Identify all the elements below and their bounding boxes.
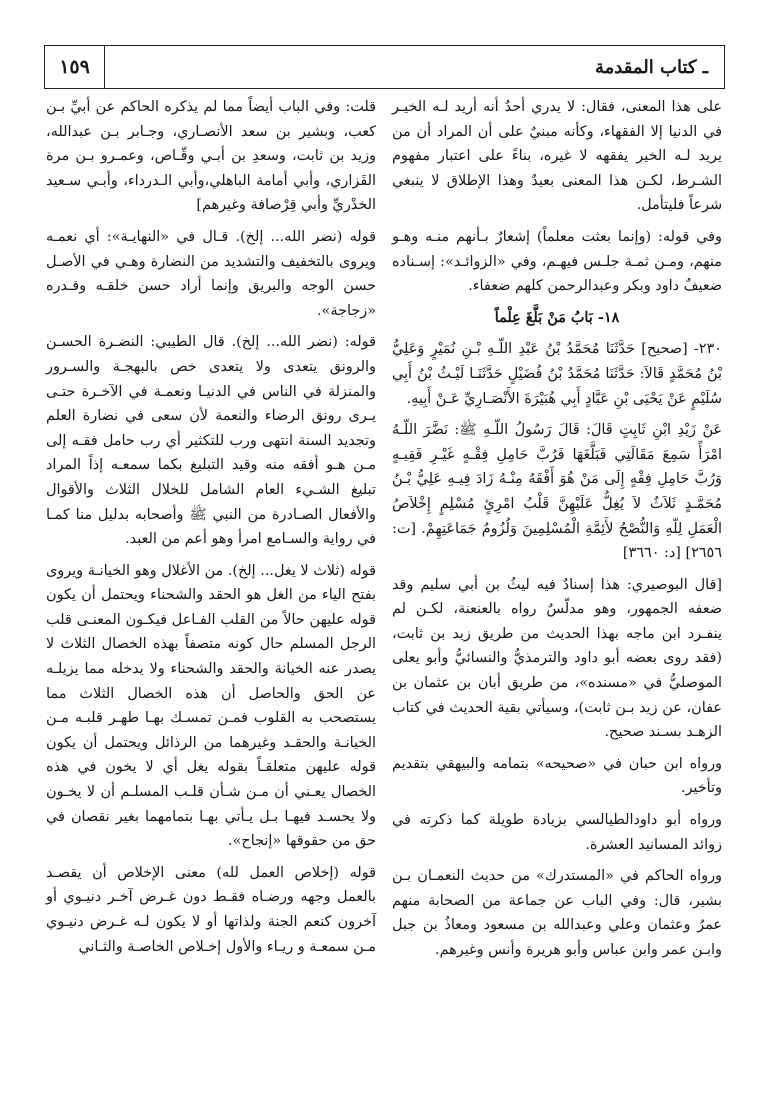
book-title: ـ كتاب المقدمة [595,56,708,78]
takhrij-paragraph: ورواه أبو داودالطيالسي بزيادة طويلة كما ذكرته في زوائد المسانيد العشرة. [392,812,722,853]
commentary-paragraph: قوله (نضر الله... إلخ). قـال في «النهايـة»: أي نعمـه ويروى بالتخفيف والتشديد من النضارة وهـي في الأصـل حسن الوجه والبريق وإنما أراد حسن خلقـه وقـدره «زجاجة». [46,228,376,319]
commentary-paragraph: قلت: وفي الباب أيضاً مما لم يذكره الحاكم عن أبيِّ بـن كعب، وبشير بن سعد الأنصـاري، وجـابر بـن عبدالله، وزيد بن ثابت، وسعدِ بن أبـي وقّـاص، وعمـرو بـن مرة القَزاري، وأبي أمامة الباهلي،وأبي الـدرداء، وأبـي سـعيد الخدْريِّ وأبي قِرْصافة وغيرهم] [46,99,376,214]
commentary-paragraph: وفي قوله: (وإنما بعثت معلماً) إشعارٌ بـأنهم منـه وهـو منهم، ومـن ثمـة جلـس فيهـم، وفي «الزوائـد»: إسـناده ضعيفٌ داود وبكر وعبدالرحمن كلهم ضعفاء. [392,228,722,295]
commentary-paragraph: قوله: (نضر الله... إلخ). قال الطيبي: النضـرة الحسـن والرونق يتعدى ولا يتعدى خص بالبهجـة والسـرور والمنزلة في الناس في الدنيـا ونعمـة في الآخـرة حتـى يـرى رونق الرضاء والنعمة لأن سعى في نضارة العلم وتجديد السنة انتهى ورب للتكثير أي رب حامل فقـه إلى مـن هـو أفقه منه وقيد التبليغ بكما سمعـه إذاً المراد تبليغ الشـيء العام الشامل للخلال الثلاث والأقوال والأفعال الصـادرة من النبي ﷺ وأصحابه بدليل منا كمـا في رواية والسـامع امرأ وهو أعم من العبد. [46,334,376,548]
commentary-paragraph: قوله (إخلاص العمل لله) معنى الإخلاص أن يقصـد بالعمل وجهه ورضـاه فقـط دون غـرض آخـر دنيـوي أو آخرون كنعم الجنة ولذاتها أو لا يكون لـه غـرض دنيـوي مـن سمعـة و ريـاء والأول إخـلاص الخاصـة والثـاني [46,864,376,955]
left-column [46,95,376,966]
hadith-text: عَنْ زَيْدِ ابْنِ ثَابِتٍ قَالَ: قَالَ رَسُولُ اللّـهِ ﷺ: نَضَّرَ اللّـهُ امْرَأً سَمِعَ مَقَالَتِي فَبَلَّغَهَا فَرُبَّ حَامِلِ فِقْـهٍ غَيْـرِ فَقِيـهٍ وَرُبَّ حَامِلِ فِقْهٍ إِلَى مَنْ هُوَ أَفْقَهُ مِنْـهُ زَادَ فِيـهِ عَلِيُّ بْـنُ مُحَمَّـدٍ ثَلاَثٌ لاَ يُغِلُّ عَلَيْهِنَّ قَلْبُ امْرِئٍ مُسْلِمٍ إِخْلاَصُ الْعَمَلِ لِلّهِ وَالنُّصْحُ لأَئِمَّةِ الْمُسْلِمِينَ وَلُزُومُ جَمَاعَتِهِمْ. [ت: ٢٦٥٦] [د: ٣٦٦٠] [392,422,722,562]
page-number: ١٥٩ [45,46,105,88]
takhrij-paragraph: ورواه الحاكم في «المستدرك» من حديث النعمـان بـن بشير، قال: وفي الباب عن جماعة من الصحابة منهم عمرُ وعثمان وعلي وعبدالله بن مسعود ومعاذُ بن جبل وابـن عمر وابن عباس وأبو هريرة وأنس وغيرهم. [392,868,722,958]
takhrij-paragraph: ورواه ابن حبان في «صحيحه» بتمامه والبيهقي بتقديم وتأخير. [392,755,722,797]
commentary-paragraph: قوله (ثلاث لا يغل... إلخ). من الأغلال وهو الخيانـة ويروى بفتح الياء من الغل هو الحقد والشحناء ويحتمل أن يكون قوله عليهن حالاً من القلب الفـاعل فيكـون المعنـى قلب الرجل المسلم حال كونه متصفاً بهذه الخصال الثلاث لا يصدر عنه الخيانة والحقد والشحناء ولا يدخله مما يزيلـه عن الحق والحاصل أن هذه الخصال الثلاث مما يستصحب به القلوب فمـن تمسـك بهـا طهـر قلبـه مـن الخيانـة والحقـد وغيرهما من الرذائل ويحتمل أن يكون قوله عليهن متعلقـاً بقوله يغل أي لا يخون في هذه الخصال يعـني أن مـن شـأن قلـب المسلـم أن لا يخـون ولا يحسـد فيهـا بـل يـأتي بهـا بتمامهما بغير نقصان في حق من حقوقها «إنجاح». [46,562,376,850]
chapter-heading: ١٨- بَابُ مَنْ بَلَّغَ عِلْماً [494,308,620,326]
right-column [392,95,722,970]
page-header [44,45,725,89]
commentary-paragraph: على هذا المعنى، فقال: لا يدري أحدٌ أنه أريد لـه الخيـر في الدنيا إلا الفقهاء، وكأنه مبنيٌ على أن المراد أن من يريد لـه الخير يفقهه لا غيره، بناءً على اعتبار مفهوم الشـرط، لكـن هذا المعنى بعيدٌ وهذا الإطلاق لا ينبغي شرعاً فليتأمل. [392,99,722,214]
takhrij-paragraph: [قال البوصيري: هذا إسنادٌ فيه ليثُ بن أبي سليم وقد ضعفه الجمهور، وهو مدلّسٌ رواه بالعنعنة، لكـن لم ينفـرد ابن ماجه بهذا الحديث من طريق زيد بن ثابت، (فقد روى بعضه أبو داود والترمذيُّ والنسائيُّ وأبو يعلى الموصليُّ في «مسنده»، من طريق أبان بن عثمان بن عفان، عن زيد بـن ثابت)، وسيأتي بقية الحديث في كتاب الزهـد بسـند صحيح. [392,576,722,741]
hadith-chain: ٢٣٠- [صحيح] حَدَّثَنَا مُحَمَّدُ بْنُ عَبْدِ اللّـهِ بْـنِ نُمَيْرٍ وَعَلِيُّ بْنُ مُحَمَّدٍ قَالاَ: حَدَّثَنَا مُحَمَّدُ بْنُ فُضَيْلٍ حَدَّثَنَـا لَيْـثُ بْنُ أَبِي سُلَيْمٍ عَنْ يَحْيَى بْنِ عَبَّادٍ أَبِي هُبَيْرَةَ الأَنْصَـارِيِّ عَـنْ أَبِيهِ. [392,341,722,407]
